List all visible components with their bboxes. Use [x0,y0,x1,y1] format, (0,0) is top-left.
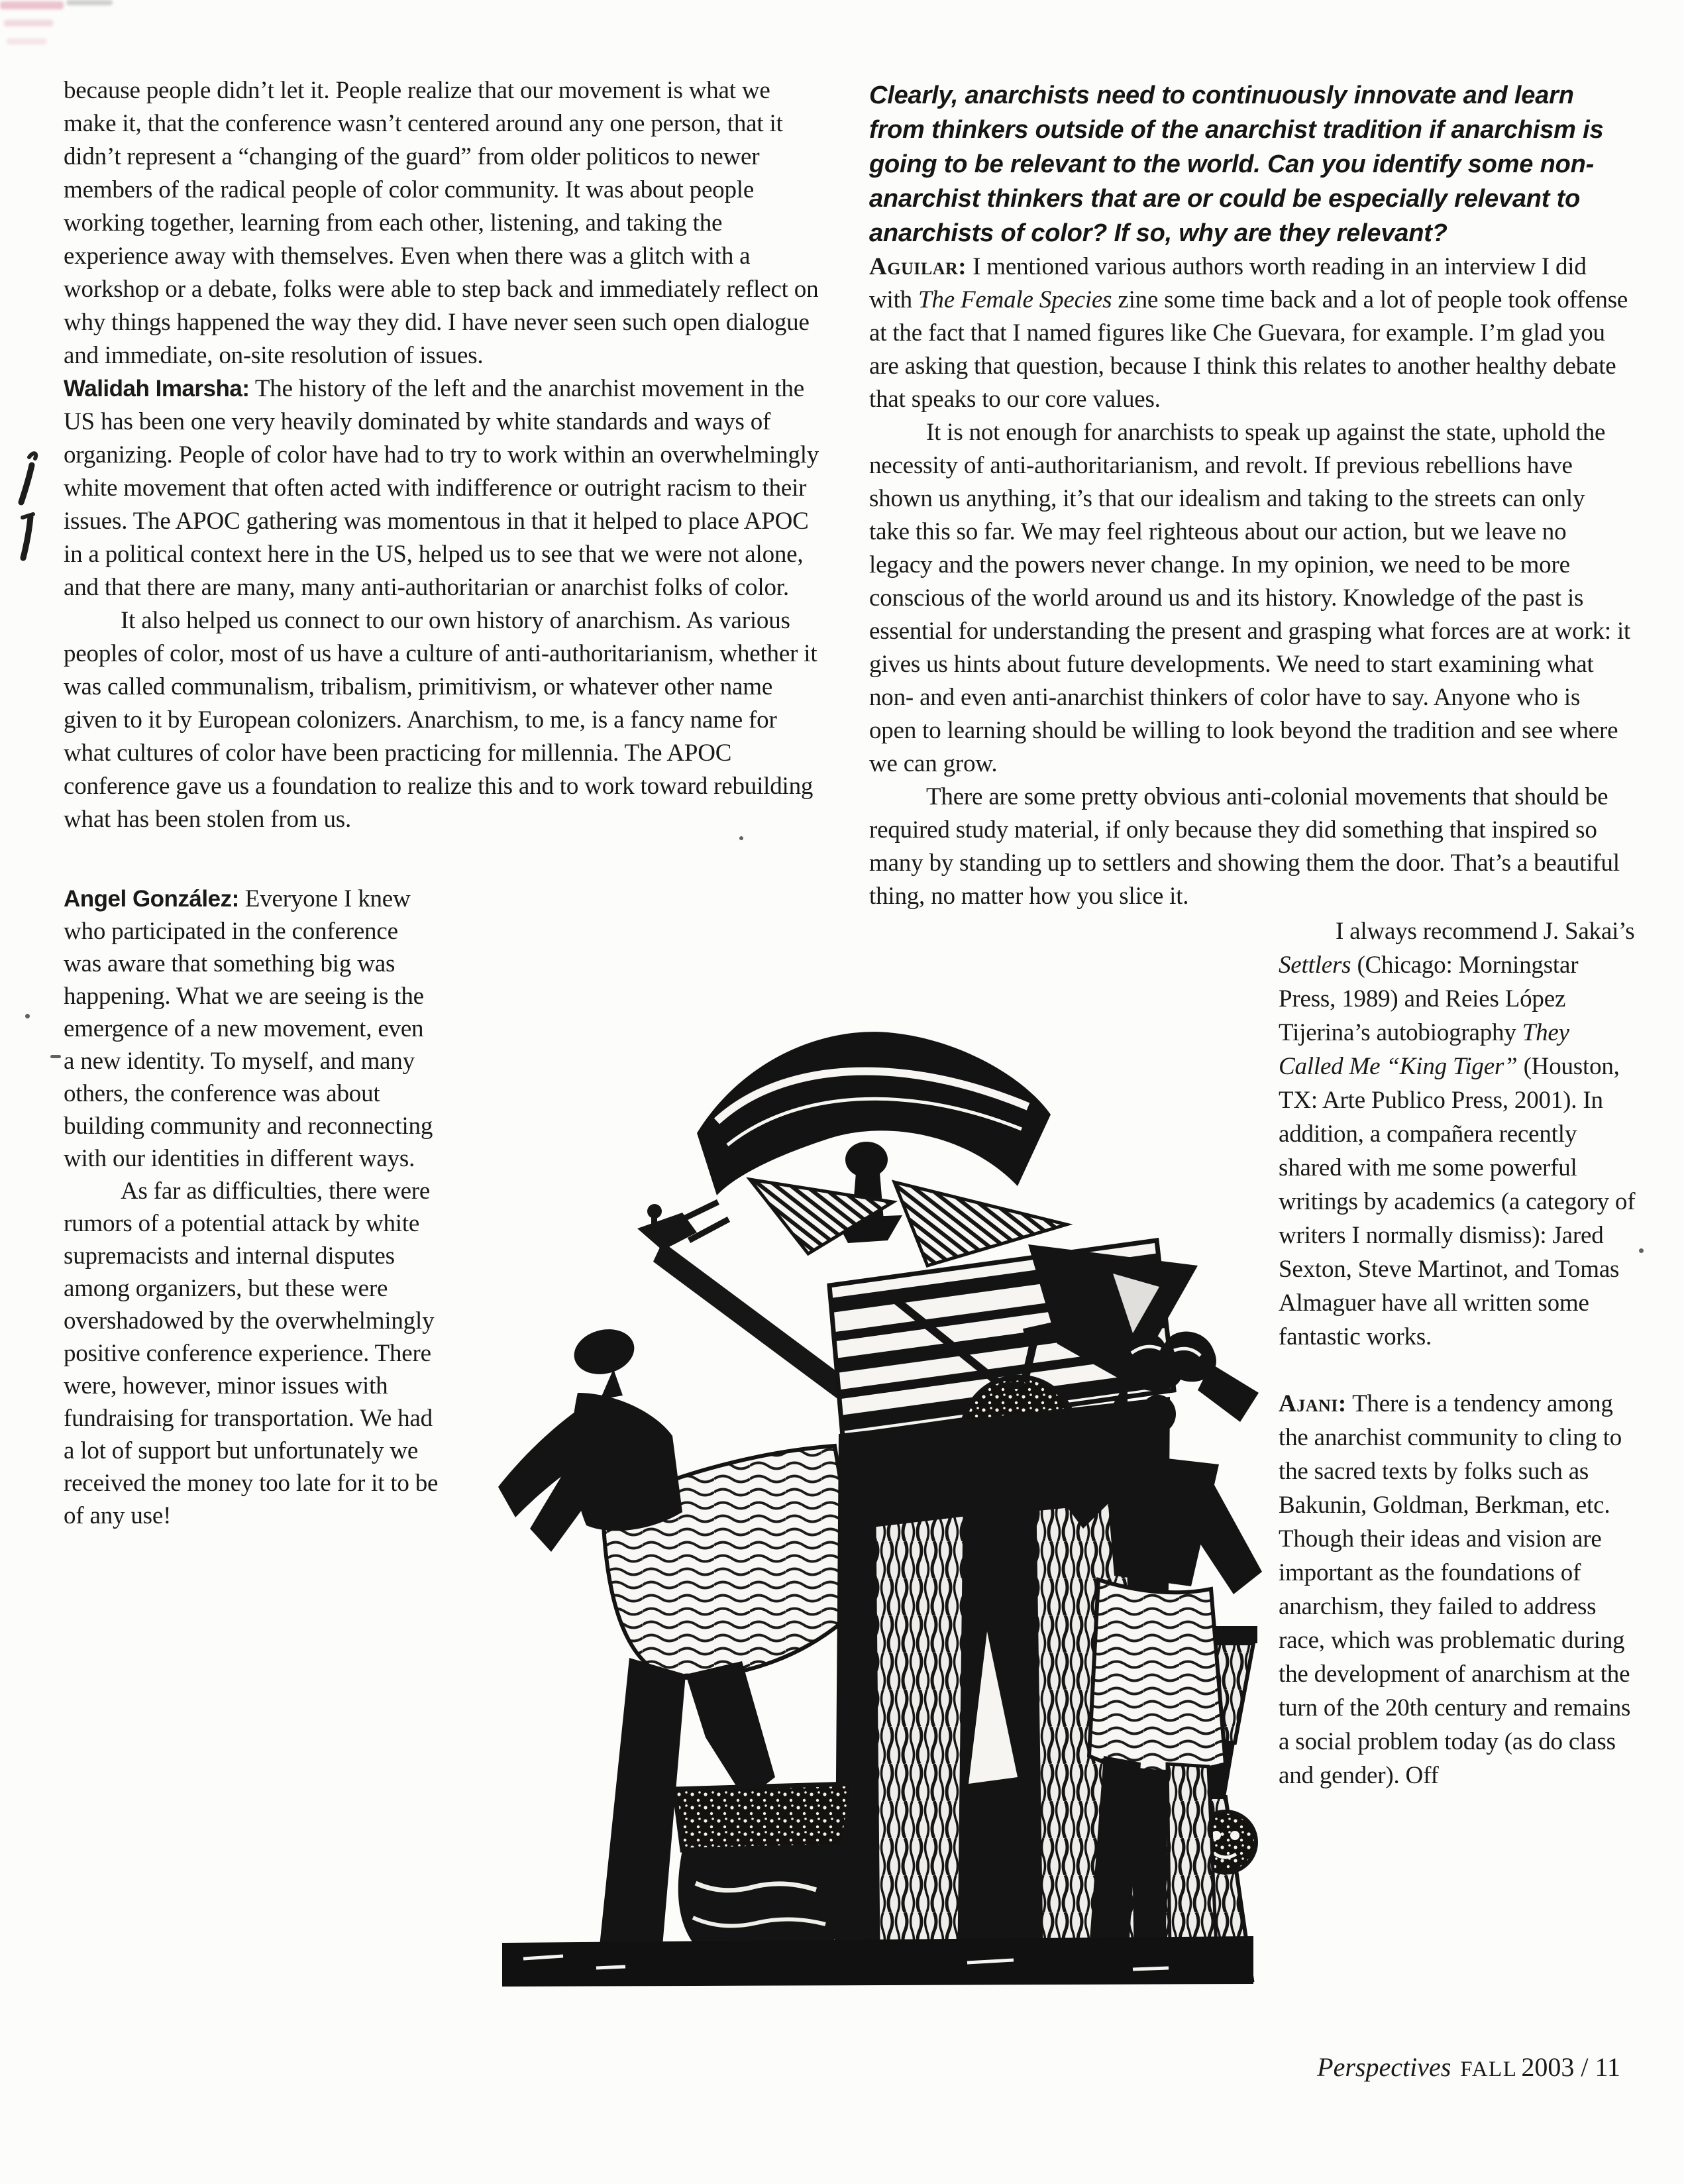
scan-speck [1639,1248,1644,1253]
woodcut-illustration [464,1022,1267,1988]
paragraph-continuation: because people didn’t let it. People realize that our movement is what we make it, that the conference wasn’t centered around any one person, that it didn’t represent a “changing of the guard” from older politicos to newer members of the radical people of color community. It was about people working together, learning from each other, listening, and taking the experience away with themselves. Even when there was a glitch with a workshop or a debate, folks were able to step back and immediately reflect on why things happened the way they did. I have never seen such open dialogue and immediate, on-site resolution of issues. [64,77,819,369]
book-title-king-tiger: They Called Me “King Tiger” [1279,1019,1569,1080]
scan-smudge [0,1,64,9]
paragraph-text: (Houston, TX: Arte Publico Press, 2001). In addition, a compañera recently shared with me some powerful writings by academics (a category of writers I normally dismiss): Jared Sexton, Steve Martinot, and Tomas Almaguer have all written some fantastic works. [1279,1053,1636,1350]
pen-marks [9,448,56,574]
paragraph-angel [64,883,439,1175]
page-number: 2003 / 11 [1521,2052,1620,2082]
journal-title: Perspectives [1317,2052,1451,2082]
scan-speck [50,1055,61,1058]
zine-title: The Female Species [918,286,1112,313]
speaker-label-walidah: Walidah Imarsha: [64,376,250,402]
paragraph-text: The history of the left and the anarchist movement in the US has been one very heavily dominated by white standards and ways of organizing. People of color have had to try to work within an overwhelmingly white movement that often acted with indifference or outright racism to their issues. The APOC gathering was momentous in that it helped to place APOC in a political context here in the US, helped us to see that we were not alone, and that there are many, many anti-authoritarian or anarchist folks of color. [64,375,819,601]
issue-season: FALL [1460,2057,1518,2081]
right-narrow-column [1279,914,1638,1792]
paragraph-text: I always recommend J. Sakai’s [1336,918,1635,945]
scan-smudge [7,38,46,44]
ground-base [502,1936,1253,1987]
speaker-label-ajani: Ajani: [1279,1390,1347,1417]
paragraph-text: (Chicago: Morningstar Press, 1989) and Reies López Tijerina’s autobiography [1279,952,1579,1046]
book-title-settlers: Settlers [1279,952,1351,979]
paragraph-text: There is a tendency among the anarchist community to cling to the sacred texts by folks such as Bakunin, Goldman, Berkman, etc. Though their ideas and vision are important as the foundations of anarchism, they failed to address race, which was problematic during the development of anarchism at the turn of the 20th century and remains a social problem today (as do class and gender). Off [1279,1390,1631,1789]
paragraph-text: Everyone I knew who participated in the conference was aware that something big was happening. What we are seeing is the emergence of a new movement, even a new identity. To myself, and many others, the conference was about building community and reconnecting with our identities in different ways. [64,885,433,1172]
interview-question: Clearly, anarchists need to continuously innovate and learn from thinkers outside of the anarchist tradition if anarchism is going to be relevant to the world. Can you identify some non-anarchist thinkers that are or could be especially relevant to anarchists of color? If so, why are they relevant? [869,82,1604,247]
paragraph-aguilar-2: It is not enough for anarchists to speak up against the state, uphold the necessity of anti-authoritarianism, and revolt. If previous rebellions have shown us anything, it’s that our idealism and taking to the streets can only take this so far. We may feel righteous about our action, but we leave no legacy and the powers never change. In my opinion, we need to be more conscious of the world around us and its history. Knowledge of the past is essential for understanding the present and grasping what forces are at work: it gives us hints about future developments. We need to start examining what non- and even anti-anarchist thinkers of color have to say. Anyone who is open to learning should be willing to look beyond the tradition and see where we can grow. [869,419,1631,777]
paragraph-text: I mentioned various authors worth reading in an interview I did with [869,253,1587,313]
paragraph-ajani [1279,1387,1638,1792]
page-footer [1317,2051,1620,2083]
speaker-label-aguilar: Aguilar: [869,253,967,280]
paragraph-walidah-2: It also helped us connect to our own history of anarchism. As various peoples of color, most of us have a culture of anti-authoritarianism, whether it was called communalism, tribalism, primitivism, or whatever other name given to it by European colonizers. Anarchism, to me, is a fancy name for what cultures of color have been practicing for millennia. The APOC conference gave us a foundation to realize this and to work toward rebuilding what has been stolen from us. [64,607,817,833]
scan-smudge [66,0,113,5]
speaker-label-angel: Angel González: [64,886,239,912]
paragraph-text: zine some time back and a lot of people took offense at the fact that I named figures like Che Guevara, for example. I’m glad you are asking that question, because I think this relates to another healthy debate that speaks to our core values. [869,286,1628,413]
paragraph-angel-2: As far as difficulties, there were rumors of a potential attack by white supremacists and internal disputes among organizers, but these were overshadowed by the overwhelmingly positive conference experience. There were, however, minor issues with fundraising for transportation. We had a lot of support but unfortunately we received the money too late for it to be of any use! [64,1177,439,1529]
scan-smudge [4,20,53,27]
paragraph-aguilar-3: There are some pretty obvious anti-colonial movements that should be required study material, if only because they did something that inspired so many by standing up to settlers and showing them the door. That’s a beautiful thing, no matter how you slice it. [869,783,1620,910]
left-narrow-column [64,883,439,1532]
scan-speck [25,1014,30,1018]
paragraph-recommendations [1279,914,1638,1354]
paragraph-walidah [64,372,824,604]
paragraph-aguilar [869,250,1631,416]
